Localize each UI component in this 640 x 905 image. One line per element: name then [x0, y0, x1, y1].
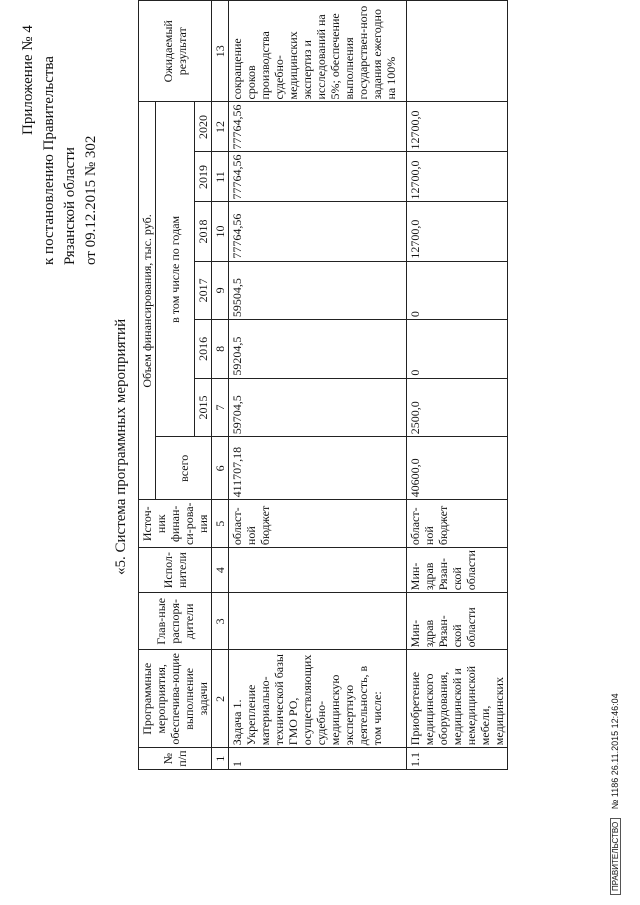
- header-total: всего: [156, 437, 212, 500]
- government-stamp: ПРАВИТЕЛЬСТВО: [610, 818, 621, 895]
- header-year: 2020: [195, 102, 212, 152]
- row-total: 40600,0: [407, 437, 508, 500]
- row-num: 1.1: [407, 748, 508, 770]
- header-year: 2018: [195, 202, 212, 261]
- appendix-title: Приложение № 4: [20, 25, 36, 135]
- row-executor: [229, 548, 407, 593]
- row-year-value: 77764,56: [229, 152, 407, 202]
- row-year-value: 77764,56: [229, 202, 407, 261]
- col-number: 8: [212, 320, 229, 379]
- header-num: № п/п: [139, 748, 212, 770]
- row-manager: [229, 593, 407, 650]
- row-manager: Мин-здрав Рязан-ской области: [407, 593, 508, 650]
- row-executor: Мин-здрав Рязан-ской области: [407, 548, 508, 593]
- col-number: 1: [212, 748, 229, 770]
- header-result: Ожидаемый результат: [139, 1, 212, 102]
- appendix-header: [18, 5, 102, 265]
- row-year-value: 59704,5: [229, 378, 407, 437]
- row-result: сокращение сроков производства судебно-медицинских экспертиз и исследований на 5%; обеспечение выполнения государствен-ного задания ежегодно на 100%: [229, 1, 407, 102]
- row-year-value: 12700,0: [407, 152, 508, 202]
- header-row: [139, 1, 156, 770]
- row-num: 1: [229, 748, 407, 770]
- section-title: «5. Система программных мероприятий: [113, 318, 129, 575]
- appendix-line: Рязанской области: [62, 147, 78, 265]
- col-number: 6: [212, 437, 229, 500]
- header-executors: Испол-нители: [139, 548, 212, 593]
- header-activities: Программные мероприятия, обеспечива-ющие выполнение задачи: [139, 650, 212, 748]
- header-year: 2019: [195, 152, 212, 202]
- header-year: 2017: [195, 261, 212, 320]
- document-registration: № 1186 26.11.2015 12:46:04: [610, 693, 620, 810]
- col-number: 4: [212, 548, 229, 593]
- row-year-value: 77764,56: [229, 102, 407, 152]
- row-result: [407, 1, 508, 102]
- row-year-value: 59204,5: [229, 320, 407, 379]
- row-year-value: 0: [407, 261, 508, 320]
- row-year-value: 2500,0: [407, 378, 508, 437]
- program-measures-table: [138, 0, 508, 770]
- col-number: 12: [212, 102, 229, 152]
- row-activity: Приобретение медицинского оборудования, медицинской и немедицинской мебели, медицинских: [407, 650, 508, 748]
- row-total: 411707,18: [229, 437, 407, 500]
- appendix-date: от 09.12.2015 № 302: [83, 135, 99, 265]
- table-row: [229, 1, 407, 770]
- row-activity: Задача 1. Укрепление материально-технической базы ГМО РО, осуществляющих судебно-медицинскую экспертную деятельность, в том числе:: [229, 650, 407, 748]
- col-number: 13: [212, 1, 229, 102]
- col-number: 7: [212, 378, 229, 437]
- row-source: област-ной бюджет: [229, 500, 407, 548]
- row-year-value: 12700,0: [407, 102, 508, 152]
- row-year-value: 12700,0: [407, 202, 508, 261]
- col-number: 10: [212, 202, 229, 261]
- row-year-value: 0: [407, 320, 508, 379]
- document-footer: [610, 693, 621, 895]
- header-funding: Объем финансирования, тыс. руб.: [139, 102, 156, 500]
- col-number: 9: [212, 261, 229, 320]
- col-number: 5: [212, 500, 229, 548]
- row-year-value: 59504,5: [229, 261, 407, 320]
- col-number: 11: [212, 152, 229, 202]
- table-row: [407, 1, 508, 770]
- col-number: 3: [212, 593, 229, 650]
- row-source: област-ной бюджет: [407, 500, 508, 548]
- appendix-line: к постановлению Правительства: [41, 56, 57, 265]
- col-number: 2: [212, 650, 229, 748]
- header-year: 2016: [195, 320, 212, 379]
- header-source: Источ-ник финан-си-рова-ния: [139, 500, 212, 548]
- column-number-row: [212, 1, 229, 770]
- header-by-years: в том числе по годам: [156, 102, 195, 437]
- header-managers: Глав-ные распоря-дители: [139, 593, 212, 650]
- header-year: 2015: [195, 378, 212, 437]
